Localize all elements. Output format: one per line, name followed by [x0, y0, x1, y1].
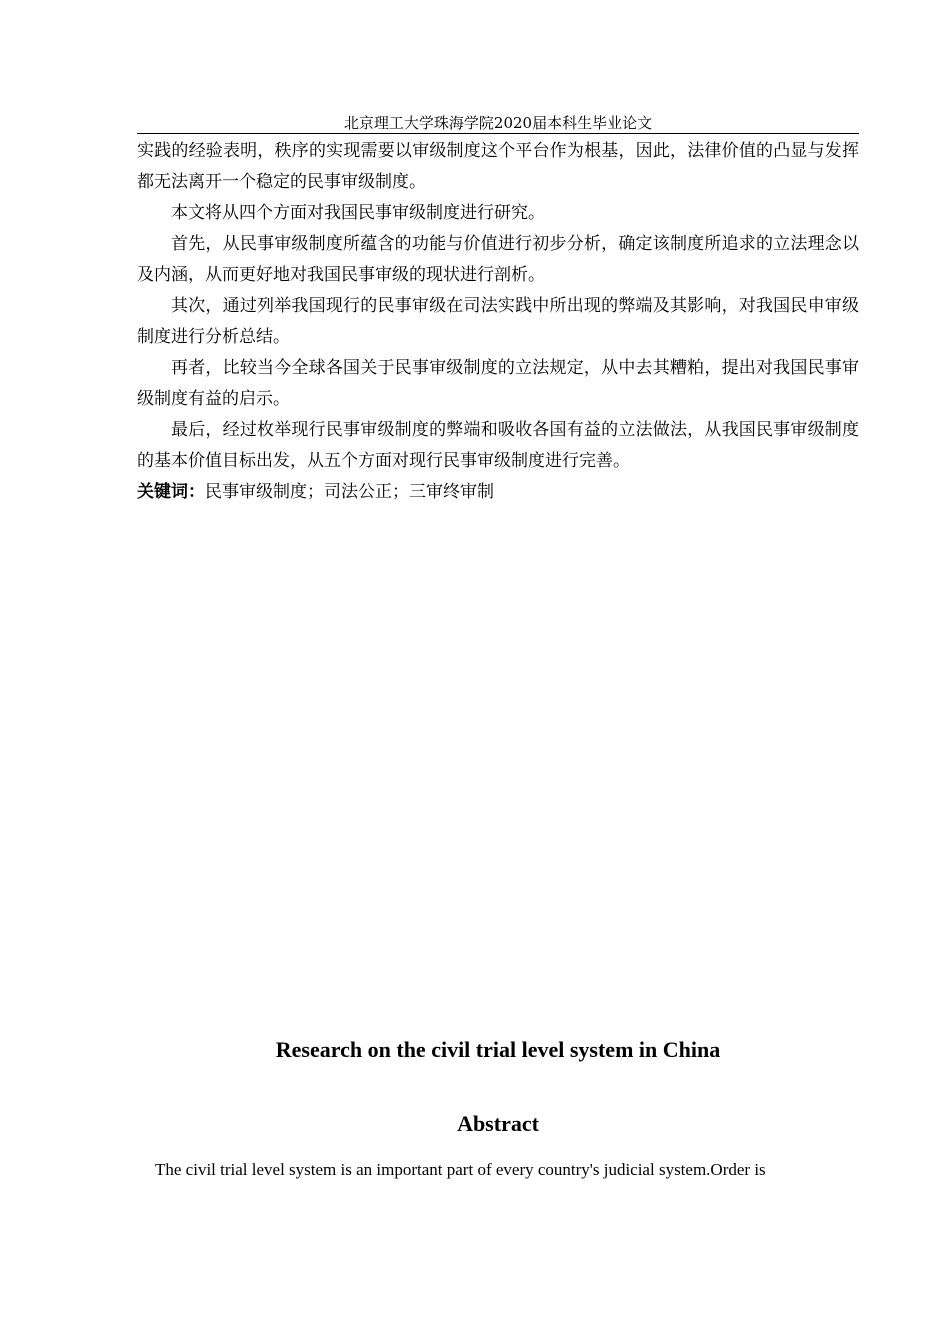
paragraph-overview: 本文将从四个方面对我国民事审级制度进行研究。 [171, 203, 545, 223]
header-rule [137, 133, 859, 134]
english-title: Research on the civil trial level system in China [275, 1037, 721, 1062]
paragraph-first: 首先，从民事审级制度所蕴含的功能与价值进行初步分析，确定该制度所追求的立法理念以及内涵，从而更好地对我国民事审级的现状进行剖析。 [137, 234, 859, 285]
english-abstract-body: The civil trial level system is an important part of every country's judicial system.Order is [155, 1160, 766, 1179]
paragraph-third: 再者，比较当今全球各国关于民事审级制度的立法规定，从中去其糟粕，提出对我国民事审级制度有益的启示。 [137, 358, 859, 409]
paragraph-last: 最后，经过枚举现行民事审级制度的弊端和吸收各国有益的立法做法，从我国民事审级制度的基本价值目标出发，从五个方面对现行民事审级制度进行完善。 [137, 420, 859, 471]
chinese-abstract-body [137, 136, 859, 508]
english-abstract-heading: Abstract [457, 1111, 539, 1136]
keywords-label: 关键词： [137, 482, 205, 502]
paragraph-second: 其次，通过列举我国现行的民事审级在司法实践中所出现的弊端及其影响，对我国民申审级制度进行分析总结。 [137, 296, 859, 347]
page-header: 北京理工大学珠海学院2020届本科生毕业论文 [343, 114, 653, 132]
keywords-line [137, 477, 859, 508]
paragraph-continuation: 实践的经验表明，秩序的实现需要以审级制度这个平台作为根基，因此，法律价值的凸显与发挥都无法离开一个稳定的民事审级制度。 [137, 141, 859, 192]
keywords-value: 民事审级制度；司法公正；三审终审制 [205, 482, 494, 502]
